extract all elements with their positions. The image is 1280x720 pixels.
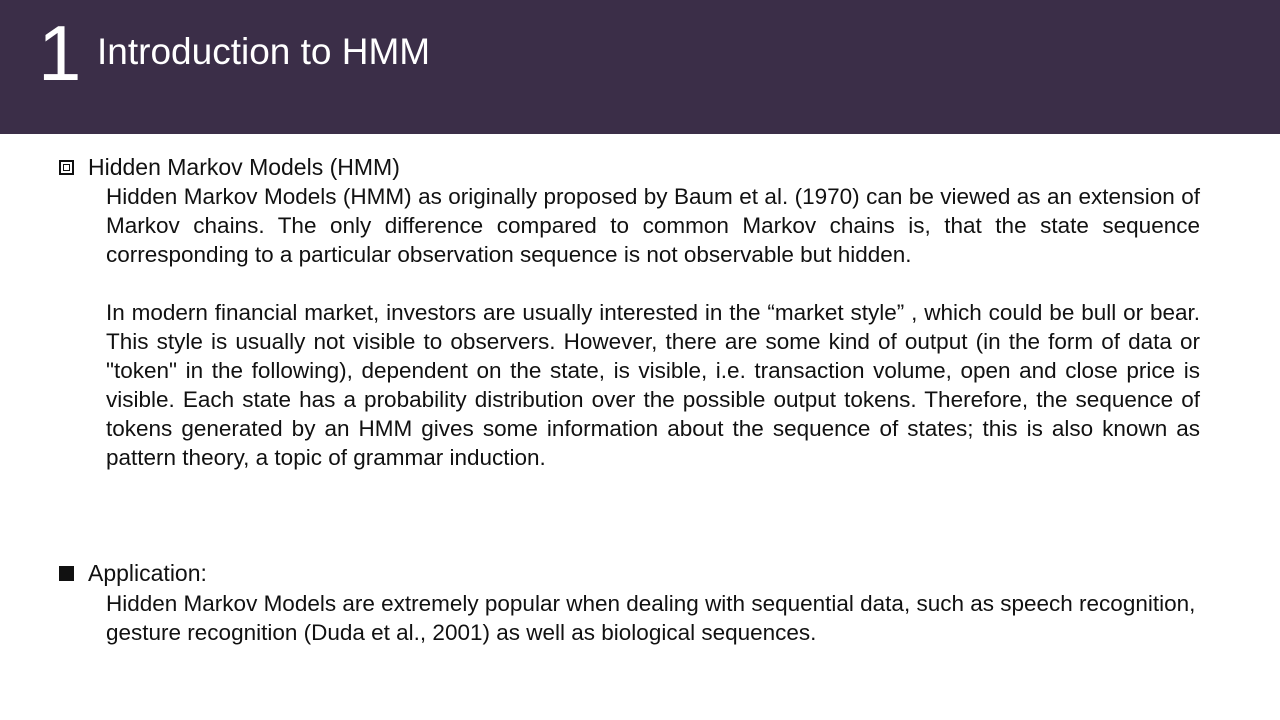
bullet-application-heading: Application: — [88, 560, 207, 586]
section-number: 1 — [38, 9, 82, 97]
hmm-finance-paragraph: In modern financial market, investors are usually interested in the “market style” , which could be bull or bear. This style is usually not visible to observers. However, there are some kind of output (in the form of data or "token" in the following), dependent on the state, is visible, i.e. transaction volume, open and close price is visible. Each state has a probability distribution over the possible output tokens. Therefore, the sequence of tokens generated by an HMM gives some information about the sequence of states; this is also known as pattern theory, a topic of grammar induction. — [106, 300, 1200, 470]
application-paragraph: Hidden Markov Models are extremely popular when dealing with sequential data, such as speech recognition, gesture recognition (Duda et al., 2001) as well as biological sequences. — [106, 591, 1196, 645]
hollow-square-bullet-icon — [59, 160, 74, 175]
hmm-definition-paragraph: Hidden Markov Models (HMM) as originally proposed by Baum et al. (1970) can be viewed as an extension of Markov chains. The only difference compared to common Markov chains is, that the state sequence corresponding to a particular observation sequence is not observable but hidden. — [106, 184, 1200, 267]
bullet-hmm-heading: Hidden Markov Models (HMM) — [88, 154, 400, 180]
slide-header — [0, 0, 1280, 134]
solid-square-bullet-icon — [59, 566, 74, 581]
slide-title: Introduction to HMM — [97, 31, 431, 72]
